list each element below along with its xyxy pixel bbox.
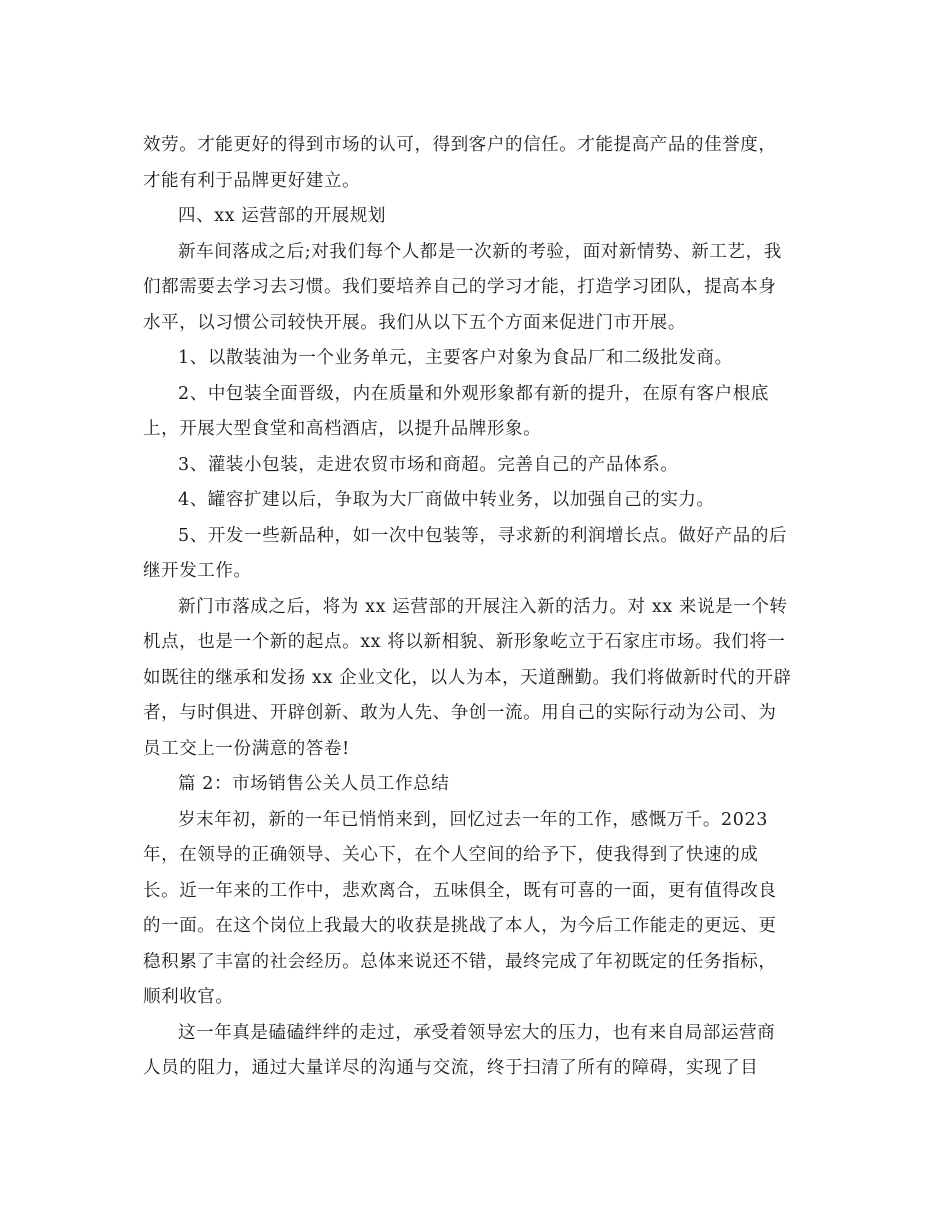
text-line: 的一面。在这个岗位上我最大的收获是挑战了本人，为今后工作能走的更远、更 [143,916,777,936]
text-line: 这一年真是磕磕绊绊的走过，承受着领导宏大的压力，也有来自局部运营商 [178,1022,776,1043]
text-line: 效劳。才能更好的得到市场的认可，得到客户的信任。才能提高产品的佳誉度， [143,135,777,155]
text-line: 4、罐容扩建以后，争取为大厂商做中转业务，以加强自己的实力。 [178,490,715,510]
text-line: 稳积累了丰富的社会经历。总体来说还不错，最终完成了年初既定的任务指标， [143,951,777,972]
text-line: 2、中包装全面晋级，内在质量和外观形象都有新的提升，在原有客户根底 [178,383,769,404]
text-line: 岁末年初，新的一年已悄悄来到，回忆过去一年的工作，感慨万千。2023 [178,809,768,830]
text-line: 四、xx 运营部的开展规划 [178,206,387,226]
text-line: 上，开展大型食堂和高档酒店，以提升品牌形象。 [143,419,542,439]
text-line: 机点，也是一个新的起点。xx 将以新相貌、新形象屹立于石家庄市场。我们将一 [143,632,786,652]
text-line: 新门市落成之后，将为 xx 运营部的开展注入新的活力。对 xx 来说是一个转 [178,596,788,617]
text-line: 3、灌装小包装，走进农贸市场和商超。完善自己的产品体系。 [178,454,679,475]
text-line: 者，与时俱进、开辟创新、敢为人先、争创一流。用自己的实际行动为公司、为 [143,703,777,723]
text-line: 1、以散装油为一个业务单元，主要客户对象为食品厂和二级批发商。 [178,348,733,368]
text-line: 年，在领导的正确领导、关心下，在个人空间的给予下，使我得到了快速的成 [143,845,759,865]
text-line: 顺利收官。 [143,987,234,1007]
text-line: 5、开发一些新品种，如一次中包装等，寻求新的利润增长点。做好产品的后 [178,525,788,546]
text-line: 才能有利于品牌更好建立。 [143,170,361,191]
text-line: 篇 2：市场销售公关人员工作总结 [178,774,450,794]
document-body [143,128,813,1087]
text-line: 长。近一年来的工作中，悲欢离合，五味俱全，既有可喜的一面，更有值得改良 [143,880,777,901]
text-line: 人员的阻力，通过大量详尽的沟通与交流，终于扫清了所有的障碍，实现了目 [143,1058,759,1078]
text-line: 员工交上一份满意的答卷! [143,738,350,759]
text-line: 新车间落成之后;对我们每个人都是一次新的考验，面对新情势、新工艺，我 [178,241,782,262]
text-line: 继开发工作。 [143,561,252,581]
text-line: 如既往的继承和发扬 xx 企业文化，以人为本，天道酬勤。我们将做新时代的开辟 [143,667,792,688]
text-line: 们都需要去学习去习惯。我们要培养自己的学习才能，打造学习团队，提高本身 [143,277,777,297]
text-line: 水平，以习惯公司较快开展。我们从以下五个方面来促进门市开展。 [143,312,686,333]
